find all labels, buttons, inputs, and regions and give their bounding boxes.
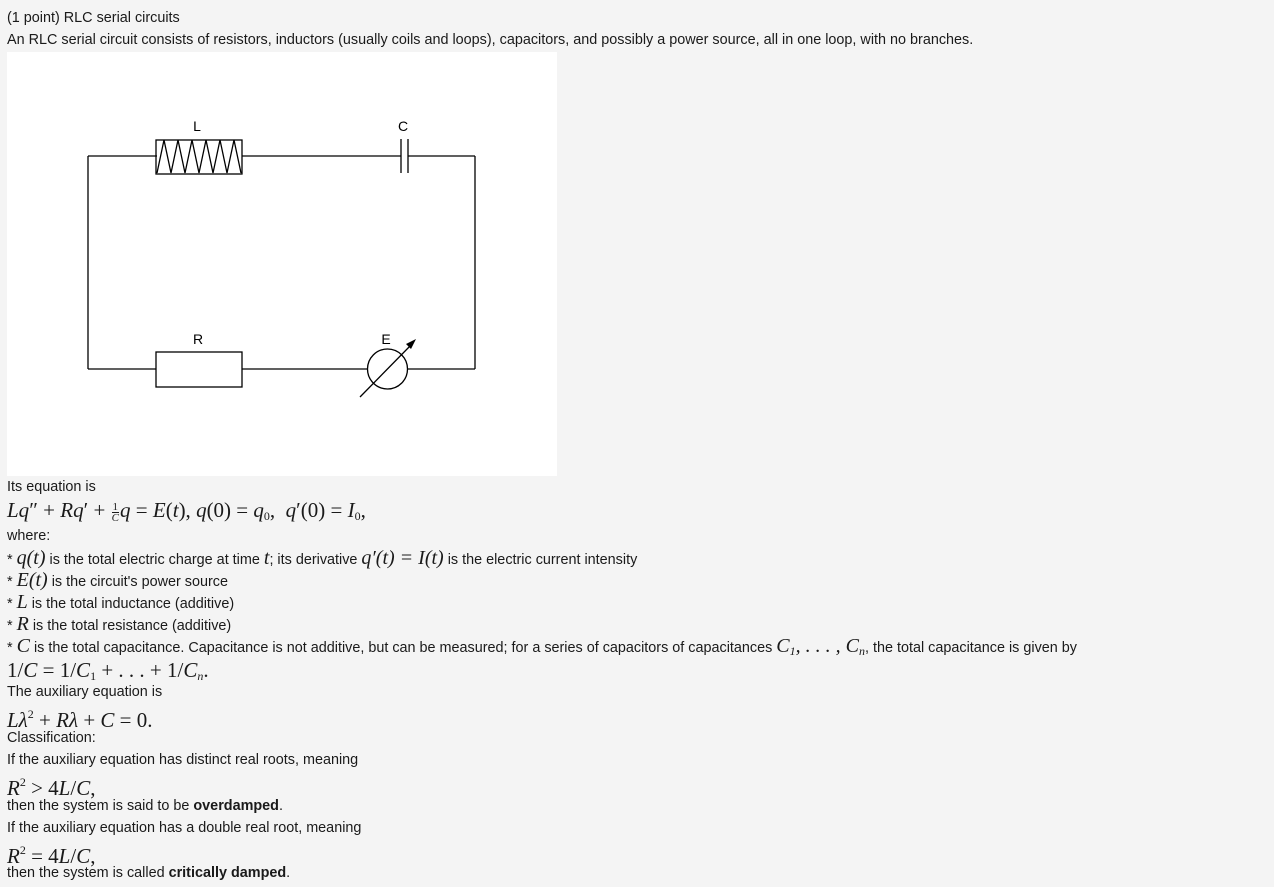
capacitance-formula: $1/C = 1/C_1$ + . . . + $1/C_n$. [7,658,209,683]
aux-intro: The auxiliary equation is [7,684,163,700]
problem-title: (1 point) RLC serial circuits [7,10,180,26]
bullet-inductance: * L is the total inductance (additive) [7,591,235,613]
bullet-capacitance: * C is the total capacitance. Capacitance is not additive, but can be measured; for a series of capacitors of capacitances $C_1$, . . . , $C_n$, the total capacitance is given by [7,635,1077,658]
inductor-symbol [156,140,242,174]
arrow-head-icon [406,339,416,349]
label-L: L [193,118,201,134]
classification-label: Classification: [7,730,96,746]
capacitor-symbol [401,139,408,173]
equation-intro: Its equation is [7,479,96,495]
overdamped-text: then the system is said to be overdamped. [7,798,283,814]
label-E: E [381,331,391,347]
bullet-resistance: * R is the total resistance (additive) [7,613,232,635]
double-root-intro: If the auxiliary equation has a double real root, meaning [7,820,362,836]
resistor-symbol [156,352,242,387]
label-R: R [192,331,204,347]
bullet-charge: * q(t) is the total electric charge at time t; its derivative q′(t) = I(t) is the electric current intensity [7,547,638,569]
circuit-diagram [7,52,557,476]
intro-text: An RLC serial circuit consists of resistors, inductors (usually coils and loops), capacitors, and possibly a power source, all in one loop, with no branches. [7,32,974,48]
power-source-symbol [360,344,412,397]
where-label: where: [7,528,51,544]
bullet-source: * E(t) is the circuit's power source [7,569,229,591]
critically-damped-text: then the system is called critically damped. [7,865,291,881]
critical-condition: $R^2 = 4L/C$, [7,843,96,868]
rlc-equation: Lq″ + Rq′ + $\frac{1}{C}$ q = E(t), $q(0) = q_0$, $q'(0) = I_0$, [7,498,366,524]
aux-equation: $L\lambda^2 + R\lambda + C = 0$. [7,707,153,732]
distinct-roots-intro: If the auxiliary equation has distinct real roots, meaning [7,752,359,768]
label-C: C [397,118,409,134]
overdamped-condition: $R^2 > 4L/C$, [7,775,96,800]
